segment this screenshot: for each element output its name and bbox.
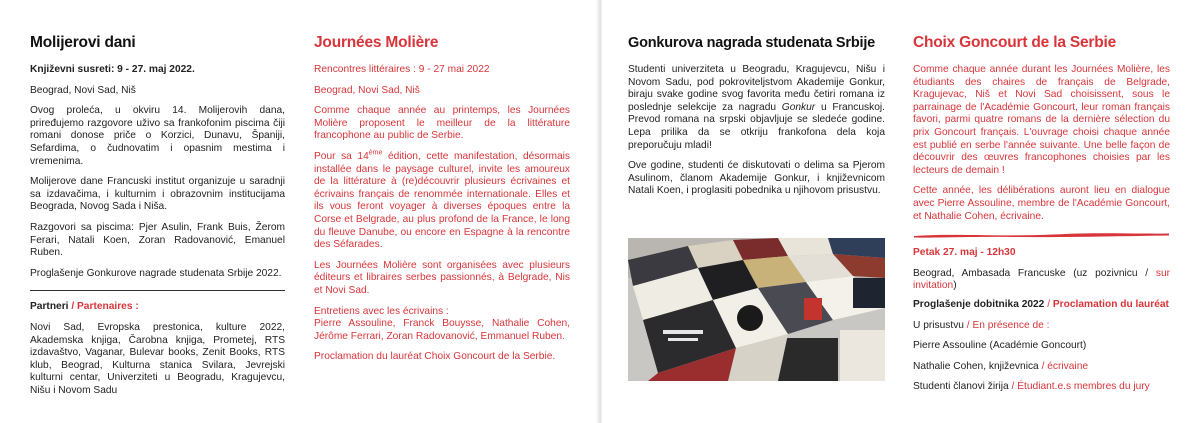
award-paragraph-sr: Proglašenje Gonkurove nagrade studenata Srbije 2022. [30,267,282,279]
goncourt-paragraph-2-sr: Ove godine, studenti će diskutovati o delima sa Pjerom Asulinom, članom Akademije Gonkur, i književnicom Natali Koen, i proglasiti pobednika u njihovom prisustvu. [628,160,885,197]
interviews-heading-fr: Entretiens avec les écrivains : [314,305,449,317]
books-table-photo [628,238,885,381]
goncourt-paragraph-1-fr: Comme chaque année durant les Journées Molière, les étudiants des chaires de français de Belgrade, Kragujevac, Niš et Novi Sad choisissent, sous le parrainage de l'Académie Goncourt, leur roman français favori, parmi quatre romans de la dernière sélection du prix Goncourt français. L'ouvrage choisi chaque année est publié en serbe l'année suivante. Une belle façon de découvrir des œuvres francophones choisies par les lecteurs de demain ! [913,64,1170,176]
left-page [0,0,598,423]
serbian-intro-column [30,34,285,405]
section-divider [30,290,285,291]
organizer-paragraph-sr: Molijerove dane Francuski institut organizuje u saradnji sa izdavačima, i kulturnim i obrazovnim institucijama Beograda, Novog Sada i Niša. [30,176,285,213]
guest-jury: Studenti članovi žirija / Étudiant.e.s membres du jury [913,381,1150,393]
proclamation-line: Proglašenje dobitnika 2022 / Proclamation du lauréat [913,298,1169,310]
interviews-list-fr: Pierre Assouline, Franck Bouysse, Nathalie Cohen, Jérôme Ferrari, Zoran Radovanović, Emmanuel Ruben. [314,318,570,342]
event-subtitle-fr: Rencontres littéraires : 9 - 27 mai 2022 [314,64,490,75]
goncourt-paragraph-2-fr: Cette année, les délibérations auront lieu en dialogue avec Pierre Assouline, membre de l'Académie Goncourt, et Nathalie Cohen, écrivaine. [913,185,1170,222]
guest-assouline: Pierre Assouline (Académie Goncourt) [913,340,1087,352]
proclamation-paragraph-fr: Proclamation du lauréat Choix Goncourt de la Serbie. [314,351,556,363]
goncourt-fr-column [913,34,1170,402]
organizers-paragraph-fr: Les Journées Molière sont organisées avec plusieurs éditeurs et libraires serbes passionnés, à Belgrade, Nis et Novi Sad. [314,259,570,296]
intro-paragraph-sr: Ovog proleća, u okviru 14. Molijerovih dana, priređujemo razgovore uživo sa frankofonim piscima čiji romani donose priče o Korzici, Dunavu, Španiji, Sefardima, o čudnovatim i opasnim mestima i vremenima. [30,105,285,167]
writers-paragraph-sr: Razgovori sa piscima: Pjer Asulin, Frank Buis, Žerom Ferari, Natali Koen, Zoran Radovanović, Emanuel Ruben. [30,221,285,259]
partners-list: Novi Sad, Evropska prestonica, kulture 2022, Akademska knjiga, Čarobna knjiga, Prometej, RTS izdavaštvo, Vaganar, Bulevar books, Zenit Books, RTS klub, Beograd, Kulturna stanica Svilara, Jevrejski kulturni centar, Univerziteti u Beogradu, Kragujevcu, Nišu i Novom Sadu [30,321,285,396]
event-location-sr: Beograd, Novi Sad, Niš [30,84,136,96]
goncourt-sr-column [628,34,885,206]
presence-heading: U prisustvu / En présence de : [913,319,1050,331]
french-intro-column [314,34,570,372]
page-title-sr: Molijerovi dani [30,34,136,51]
intro-paragraph-fr: Comme chaque année au printemps, les Journées Molière proposent le meilleur de la littérature francophone au public de Serbie. [314,105,570,142]
partners-heading: Partneri / Partenaires : [30,301,139,313]
page-title-fr: Journées Molière [314,34,439,51]
event-location-fr: Beograd, Novi Sad, Niš [314,84,420,96]
event-place: Beograd, Ambasada Francuske (uz pozivnicu / sur invitation) [913,267,1170,292]
event-subtitle-sr: Književni susreti: 9 - 27. maj 2022. [30,64,195,75]
brush-stroke-divider [913,231,1170,239]
guest-cohen: Nathalie Cohen, književnica / écrivaine [913,360,1089,372]
goncourt-title-fr: Choix Goncourt de la Serbie [913,34,1117,51]
goncourt-title-sr: Gonkurova nagrada studenata Srbije [628,35,876,51]
edition-paragraph-fr: Pour sa 14ème édition, cette manifestation, désormais installée dans le paysage culturel, invite les amoureux de la littérature à (re)découvrir plusieurs écrivaines et écrivains français de renommée internationale. Elles et ils vous feront voyager à diverses époques entre la Corse et Belgrade, au plus profond de la France, le long du fleuve Danube, ou encore en Espagne à la rencontre des Séfarades. [314,149,570,251]
event-date: Petak 27. maj - 12h30 [913,247,1016,259]
goncourt-paragraph-1-sr: Studenti univerziteta u Beogradu, Kragujevcu, Nišu i Novom Sadu, pod pokroviteljstvom Akademije Gonkur, biraju svake godine svog favorita među četiri romana iz poslednje selekcije za nagradu Gonkur u Francuskoj. Prevod romana na srpski objavljuje se sledeće godine. Lepa prilika da se otkriju frankofona dela koja preporučuju mladi! [628,64,885,151]
